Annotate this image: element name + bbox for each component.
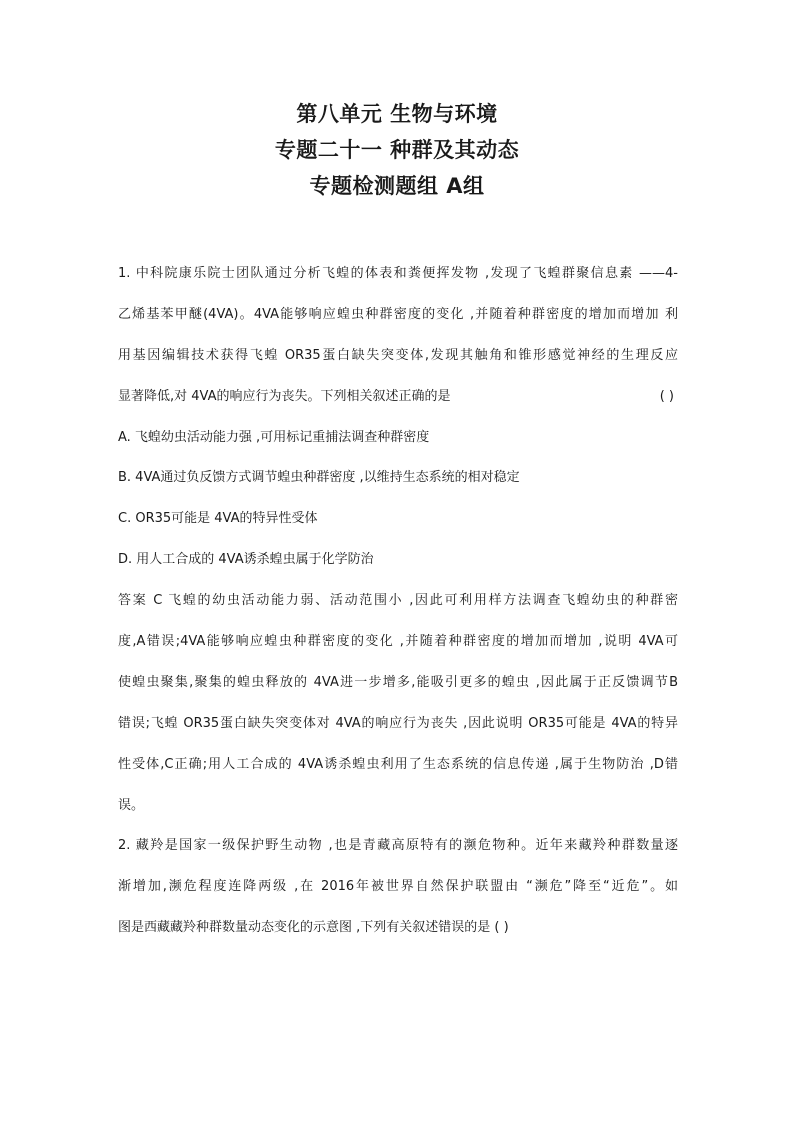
answer-explanation-line: 使蝗虫聚集,聚集的蝗虫释放的 4VA进一步增多,能吸引更多的蝗虫 ,因此属于正反馈调节B	[118, 674, 678, 690]
option-a: A. 飞蝗幼虫活动能力强 ,可用标记重捕法调查种群密度	[118, 429, 430, 445]
question2-stem-line: 2. 藏羚是国家一级保护野生动物 ,也是青藏高原特有的濒危物种。近年来藏羚种群数量逐	[118, 838, 678, 854]
question2-stem-line: 图是西藏藏羚种群数量动态变化的示意图 ,下列有关叙述错误的是 ( )	[118, 920, 509, 936]
question-body	[118, 254, 678, 949]
question1-stem-line: 显著降低,对 4VA的响应行为丧失。下列相关叙述正确的是	[118, 388, 451, 404]
question2-stem-line: 渐增加,濒危程度连降两级 ,在 2016年被世界自然保护联盟由 “濒危”降至“近危”。如	[118, 879, 678, 895]
topic-title: 专题二十一 种群及其动态	[274, 138, 520, 162]
unit-title: 第八单元 生物与环境	[296, 102, 498, 126]
question1-stem-line: 1. 中科院康乐院士团队通过分析飞蝗的体表和粪便挥发物 ,发现了飞蝗群聚信息素 ——4-	[118, 266, 678, 281]
option-b: B. 4VA通过负反馈方式调节蝗虫种群密度 ,以维持生态系统的相对稳定	[118, 470, 520, 486]
answer-parenthesis: ( )	[659, 388, 674, 404]
group-title: 专题检测题组 A组	[309, 174, 485, 198]
answer-explanation-line: 错误;飞蝗 OR35蛋白缺失突变体对 4VA的响应行为丧失 ,因此说明 OR35可能是 4VA的特异	[118, 715, 678, 731]
answer-explanation-line: 误。	[118, 797, 145, 813]
question1-stem-last-line	[118, 377, 678, 418]
answer-explanation-line: 性受体,C正确;用人工合成的 4VA诱杀蝗虫利用了生态系统的信息传递 ,属于生物防治 ,D错	[118, 756, 678, 772]
question1-stem-line: 乙烯基苯甲醚(4VA)。4VA能够响应蝗虫种群密度的变化 ,并随着种群密度的增加而增加 利	[118, 306, 678, 322]
title-block	[0, 96, 794, 204]
option-d: D. 用人工合成的 4VA诱杀蝗虫属于化学防治	[118, 552, 374, 568]
option-c: C. OR35可能是 4VA的特异性受体	[118, 511, 318, 527]
answer-explanation-line: 度,A错误;4VA能够响应蝗虫种群密度的变化 ,并随着种群密度的增加而增加 ,说明 4VA可	[118, 634, 678, 650]
question1-stem-line: 用基因编辑技术获得飞蝗 OR35蛋白缺失突变体,发现其触角和锥形感觉神经的生理反应	[118, 347, 678, 363]
answer-explanation-line: 答案 C 飞蝗的幼虫活动能力弱、活动范围小 ,因此可利用样方法调查飞蝗幼虫的种群密	[118, 593, 678, 609]
